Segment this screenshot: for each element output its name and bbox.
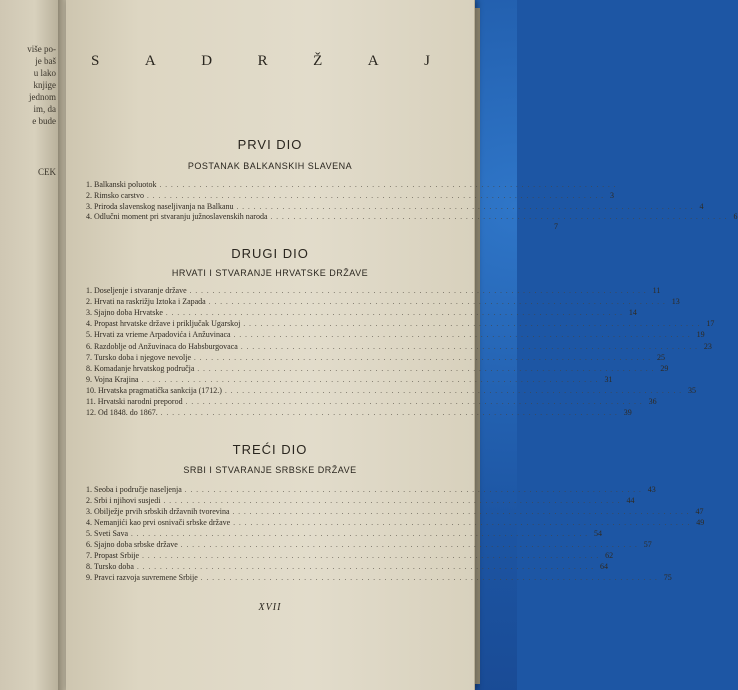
leader-dots: ................................................................................ <box>224 386 685 395</box>
toc-entry <box>86 340 712 351</box>
left-page-line: je baš <box>35 56 56 66</box>
leader-dots: ................................................................................ <box>142 552 603 560</box>
left-page-line: e bude <box>32 116 56 126</box>
part-subtitle: POSTANAK BALKANSKIH SLAVENA <box>187 161 353 171</box>
entry-page: 31 <box>604 374 613 384</box>
toc-entry <box>86 571 672 582</box>
toc-entry <box>86 295 680 307</box>
entry-label: Hrvati na raskrižju Iztoka i Zapada <box>94 297 206 307</box>
left-page <box>0 0 58 690</box>
entry-label: Rimsko carstvo <box>94 191 144 200</box>
part-title: TREĆI DIO <box>232 442 308 457</box>
entry-number: 3. <box>86 202 92 211</box>
entry-page: 35 <box>687 385 696 395</box>
entry-page: 19 <box>696 330 705 340</box>
entry-label: Sjajno doba srbske države <box>94 540 178 549</box>
entry-label: Pravci razvoja suvremene Srbije <box>94 573 198 582</box>
part-subheading <box>66 161 474 171</box>
entry-page: 11 <box>652 286 661 295</box>
leader-dots: ................................................................................ <box>208 298 669 307</box>
entry-label: Odlučni moment pri stvaranju južnoslavenskih naroda <box>94 212 268 221</box>
toc-entry <box>86 395 657 406</box>
part-heading <box>66 137 474 152</box>
part-heading <box>66 246 474 261</box>
entry-page: 36 <box>648 397 657 406</box>
left-page-line: knjige <box>33 80 56 90</box>
entry-label: Obilježje prvih srbskih državnih tvorevina <box>94 507 230 516</box>
entry-page: 4 <box>699 202 704 211</box>
entry-number: 5. <box>86 529 92 538</box>
entry-label: Hrvati za vrieme Arpadovića i Anžuvinaca <box>94 330 231 340</box>
leader-dots: ................................................................................ <box>197 364 658 373</box>
toc-entry <box>86 284 661 295</box>
title-letter: R <box>257 53 269 69</box>
page-title <box>91 53 431 70</box>
leader-dots: ................................................................................ <box>236 203 697 211</box>
entry-label: Hrvatska pragmatička sankcija (1712.) <box>98 385 222 395</box>
entry-number: 6. <box>86 341 92 351</box>
toc-entry <box>86 406 632 418</box>
leader-dots: ................................................................................ <box>184 486 645 494</box>
entry-page: 64 <box>599 562 608 571</box>
entry-number: 1. <box>86 180 92 189</box>
entry-page: 13 <box>671 297 680 307</box>
entry-number: 7. <box>86 352 92 362</box>
title-letter: J <box>424 53 431 69</box>
left-page-line: u lako <box>33 68 56 78</box>
entry-label: Tursko doba i njegove nevolje <box>94 352 192 362</box>
toc-page <box>66 0 738 690</box>
entry-number: 1. <box>86 286 92 295</box>
leader-dots: ................................................................................ <box>185 398 646 406</box>
entry-page: 44 <box>626 496 635 505</box>
toc-entry <box>86 494 635 505</box>
entry-number: 2. <box>86 297 92 307</box>
left-page-line: više po- <box>27 44 56 54</box>
entry-label: Propast Srbije <box>94 551 140 560</box>
leader-dots: ................................................................................ <box>131 530 591 538</box>
left-page-line: jednom <box>29 92 56 102</box>
entry-label: Balkanski poluotok <box>94 180 157 189</box>
toc-entry <box>86 362 669 373</box>
toc-entry <box>86 505 704 516</box>
leader-dots: ................................................................................ <box>243 320 704 329</box>
toc-entry <box>86 527 602 538</box>
part-subtitle: HRVATI I STVARANJE HRVATSKE DRŽAVE <box>171 268 369 278</box>
entry-page: 49 <box>696 518 705 527</box>
leader-dots: ................................................................................ <box>147 192 607 200</box>
entry-label: Doseljenje i stvaranje države <box>94 286 187 295</box>
part-heading <box>66 442 474 457</box>
entry-page: 23 <box>703 341 712 351</box>
entry-number: 8. <box>86 363 92 373</box>
entry-label: Srbi i njihovi susjedi <box>94 496 161 505</box>
leader-dots: ................................................................................ <box>194 353 655 362</box>
toc-entry <box>86 549 614 560</box>
entry-label: Nemanjići kao prvi osnivači srbske države <box>94 518 231 527</box>
toc-entry <box>86 516 705 527</box>
entry-number: 4. <box>86 212 92 221</box>
entry-number: 6. <box>86 540 92 549</box>
entry-page: 47 <box>695 507 704 516</box>
toc-entry <box>86 538 652 549</box>
entry-page: 43 <box>647 485 656 494</box>
part-subheading <box>66 268 474 278</box>
entry-number: 3. <box>86 507 92 516</box>
leader-dots: ................................................................................ <box>240 342 701 351</box>
leader-dots: ................................................................................ <box>159 181 620 189</box>
entry-number: 2. <box>86 191 92 200</box>
toc-entry <box>86 483 656 494</box>
toc-entry <box>86 560 608 571</box>
entry-number: 4. <box>86 319 92 329</box>
leader-dots: ................................................................................ <box>163 497 624 505</box>
entry-page: 7 <box>554 222 558 231</box>
title-letter: S <box>91 53 101 69</box>
toc-entry <box>86 384 696 395</box>
leader-dots: ................................................................................ <box>232 508 693 516</box>
entry-label: Vojna Krajina <box>94 374 139 384</box>
entry-page: 62 <box>605 551 614 560</box>
toc-entry <box>86 373 613 384</box>
entry-label: Propast hrvatske države i priključak Ugarskoj <box>94 319 241 329</box>
leader-dots: ................................................................................ <box>165 309 626 318</box>
toc-entry <box>86 306 637 318</box>
entry-page: 54 <box>594 529 602 538</box>
toc-entry <box>86 189 614 200</box>
leader-dots: ................................................................................ <box>180 541 641 549</box>
entry-label: Sjajno doba Hrvatske <box>94 308 163 318</box>
toc-entry <box>86 328 705 340</box>
entry-label: Tursko doba <box>94 562 134 571</box>
entry-page: 29 <box>660 363 669 373</box>
entry-number: 11. <box>86 397 96 406</box>
title-letter: A <box>367 53 380 69</box>
entry-label: Sveti Sava <box>94 529 128 538</box>
leader-dots: ................................................................................ <box>233 331 694 340</box>
leader-dots: ................................................................................ <box>160 409 621 418</box>
toc-entry <box>86 178 620 189</box>
entry-label: Priroda slavenskog naseljivanja na Balkanu <box>94 202 234 211</box>
entry-number: 4. <box>86 518 92 527</box>
entry-page: 25 <box>657 352 666 362</box>
entry-page: 75 <box>663 573 672 582</box>
toc-entry <box>86 317 715 329</box>
title-letter: Ž <box>313 53 324 69</box>
entry-number: 2. <box>86 496 92 505</box>
leader-dots: ................................................................................ <box>200 574 661 582</box>
part-title: PRVI DIO <box>237 137 303 152</box>
left-page-line: CEK <box>38 167 56 177</box>
entry-number: 8. <box>86 562 92 571</box>
title-letter: A <box>144 53 157 69</box>
entry-page: 14 <box>628 308 637 318</box>
leader-dots: ................................................................................ <box>189 287 650 295</box>
entry-label: Od 1848. do 1867. <box>98 408 158 418</box>
entry-page: 57 <box>643 540 652 549</box>
entry-label: Razdoblje od Anžuvinaca do Habsburgovaca <box>94 341 238 351</box>
entry-number: 9. <box>86 573 92 582</box>
entry-label: Hrvatski narodni preporod <box>97 397 183 406</box>
leader-dots: ................................................................................ <box>141 375 602 384</box>
title-letter: D <box>201 53 214 69</box>
entry-number: 5. <box>86 330 92 340</box>
entry-number: 3. <box>86 308 92 318</box>
toc-entry <box>86 351 666 362</box>
entry-page: 39 <box>623 408 632 418</box>
leader-dots: ................................................................................ <box>136 563 597 571</box>
toc-entry <box>86 220 558 231</box>
entry-number: 7. <box>86 551 92 560</box>
entry-number: 10. <box>86 385 96 395</box>
entry-page: 3 <box>610 191 614 200</box>
entry-page: 6 <box>733 212 738 221</box>
entry-number: 1. <box>86 485 92 494</box>
entry-label: Komadanje hrvatskog područja <box>94 363 195 373</box>
page-number-footer: XVII <box>258 602 282 613</box>
part-subtitle: SRBI I STVARANJE SRBSKE DRŽAVE <box>183 465 357 475</box>
left-page-line: im, da <box>33 104 56 114</box>
part-title: DRUGI DIO <box>231 246 309 261</box>
entry-label: Seoba i područje naseljenja <box>94 485 182 494</box>
part-subheading <box>66 465 474 475</box>
leader-dots: ................................................................................ <box>270 213 731 221</box>
entry-number: 9. <box>86 374 92 384</box>
leader-dots: ................................................................................ <box>233 519 694 527</box>
entry-page: 17 <box>706 319 715 329</box>
entry-number: 12. <box>86 408 96 418</box>
